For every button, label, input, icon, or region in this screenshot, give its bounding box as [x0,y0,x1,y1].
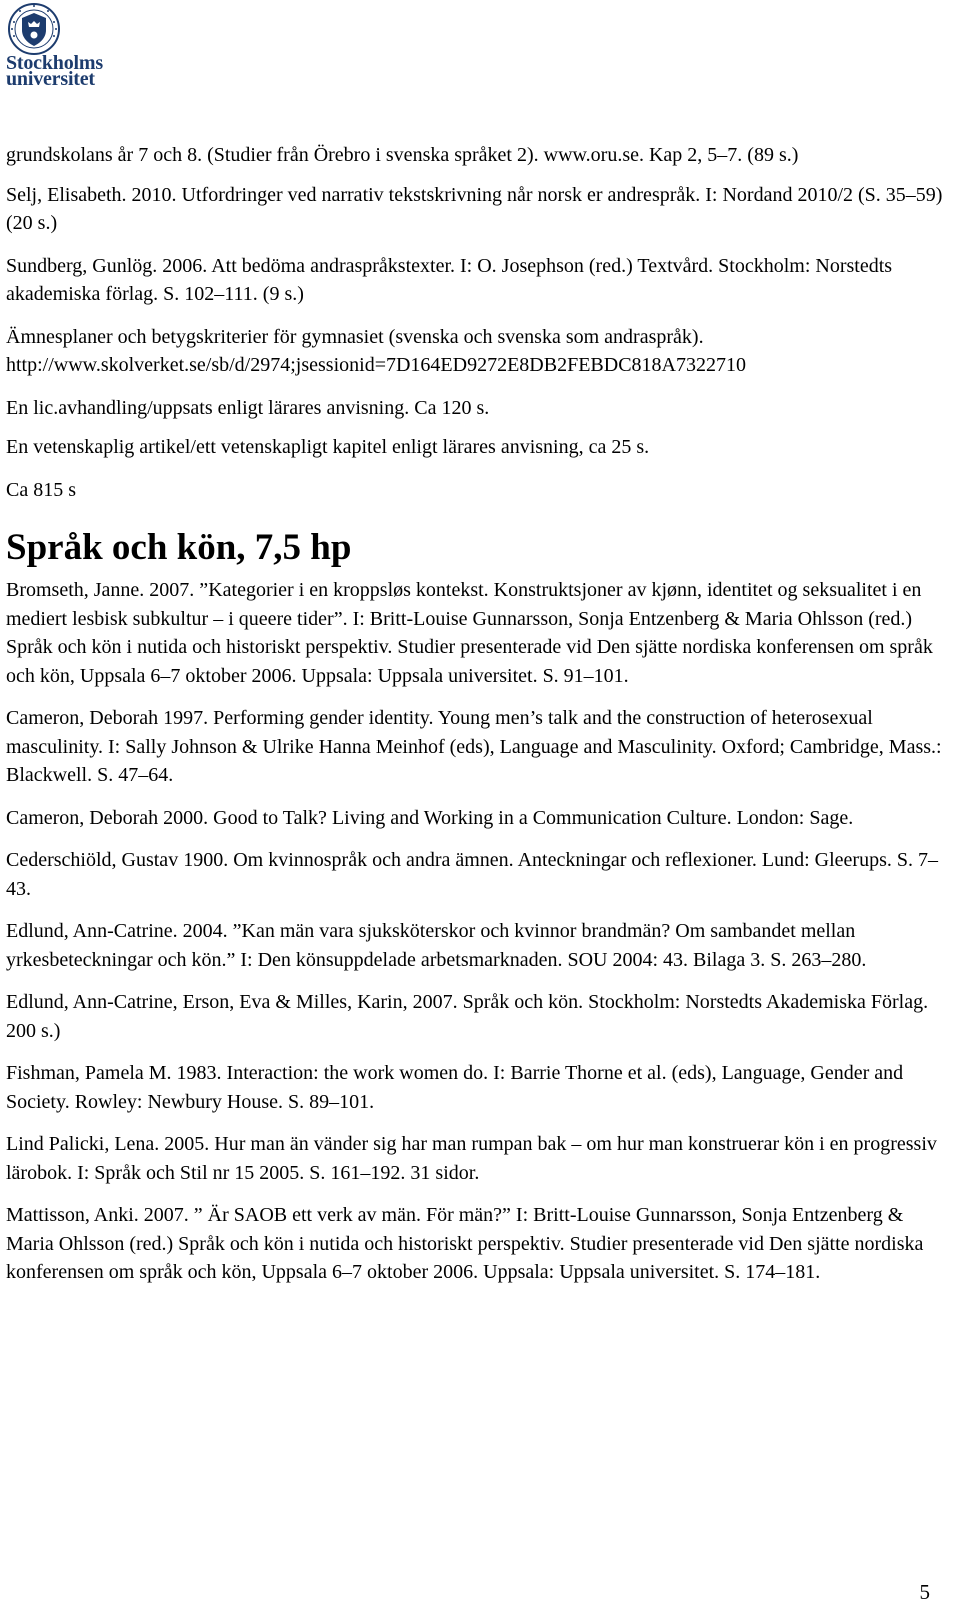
reference-entry: Lind Palicki, Lena. 2005. Hur man än vänder sig har man rumpan bak – om hur man konstruerar kön i en progressiv lärobok. I: Språk och Stil nr 15 2005. S. 161–192. 31 sidor. [6,1133,937,1184]
section-heading: Språk och kön, 7,5 hp [6,527,352,568]
logo-wordmark-line2: universitet [6,68,95,90]
reference-entry: Sundberg, Gunlög. 2006. Att bedöma andraspråkstexter. I: O. Josephson (red.) Textvård. Stockholm: Norstedts akademiska förlag. S. 102–111. (9 s.) [6,254,893,305]
reference-entry: Edlund, Ann-Catrine. 2004. ”Kan män vara sjuksköterskor och kvinnor brandmän? Om sambandet mellan yrkesbeteckningar och kön.” I: Den könsuppdelade arbetsmarknaden. SOU 2004: 43. Bilaga 3. S. 263–280. [6,920,867,971]
reference-entry: Mattisson, Anki. 2007. ” Är SAOB ett verk av män. För män?” I: Britt-Louise Gunnarsson, Sonja Entzenberg & Maria Ohlsson (red.) Språk och kön i nutida och historiskt perspektiv. Studier presenterade vid Den sjätte nordiska konferensen om språk och kön, Uppsala 6–7 oktober 2006. Uppsala: Uppsala universitet. S. 174–181. [6,1204,924,1283]
document-body [6,141,950,1301]
reference-entry: Ämnesplaner och betygskriterier för gymnasiet (svenska och svenska som andraspråk). http://www.skolverket.se/sb/d/2974;jsessionid=7D164ED9272E8DB2FEBDC818A7322710 [6,325,746,376]
reference-entry: Cameron, Deborah 1997. Performing gender identity. Young men’s talk and the construction of heterosexual masculinity. I: Sally Johnson & Ulrike Hanna Meinhof (eds), Language and Masculinity. Oxford; Cambridge, Mass.: Blackwell. S. 47–64. [6,707,942,786]
reference-entry: Fishman, Pamela M. 1983. Interaction: the work women do. I: Barrie Thorne et al. (eds), Language, Gender and Society. Rowley: Newbury House. S. 89–101. [6,1062,904,1113]
page-total: Ca 815 s [6,478,76,501]
university-seal-icon [6,2,62,58]
reference-entry: En vetenskaplig artikel/ett vetenskapligt kapitel enligt lärares anvisning, ca 25 s. [6,436,650,458]
reference-entry: Cederschiöld, Gustav 1900. Om kvinnospråk och andra ämnen. Anteckningar och reflexioner. Lund: Gleerups. S. 7–43. [6,849,939,900]
logo-wordmark-line1: Stockholms [6,52,103,74]
page-number: 5 [919,1580,930,1604]
university-logo [6,2,116,88]
reference-entry: Edlund, Ann-Catrine, Erson, Eva & Milles, Karin, 2007. Språk och kön. Stockholm: Norstedts Akademiska Förlag. 200 s.) [6,991,929,1042]
reference-entry: Cameron, Deborah 2000. Good to Talk? Living and Working in a Communication Culture. London: Sage. [6,806,854,829]
reference-entry: Selj, Elisabeth. 2010. Utfordringer ved narrativ tekstskrivning når norsk er andrespråk. I: Nordand 2010/2 (S. 35–59) (20 s.) [6,183,943,234]
reference-entry: grundskolans år 7 och 8. (Studier från Örebro i svenska språket 2). www.oru.se. Kap 2, 5–7. (89 s.) [6,144,799,166]
reference-entry: Bromseth, Janne. 2007. ”Kategorier i en kroppsløs kontekst. Konstruktsjoner av kjønn, identitet og seksualitet i en mediert lesbisk subkultur – i queere tider”. I: Britt-Louise Gunnarsson, Sonja Entzenberg & Maria Ohlsson (red.) Språk och kön i nutida och historiskt perspektiv. Studier presenterade vid Den sjätte nordiska konferensen om språk och kön, Uppsala 6–7 oktober 2006. Uppsala: Uppsala universitet. S. 91–101. [6,579,933,687]
reference-entry: En lic.avhandling/uppsats enligt lärares anvisning. Ca 120 s. [6,396,490,419]
